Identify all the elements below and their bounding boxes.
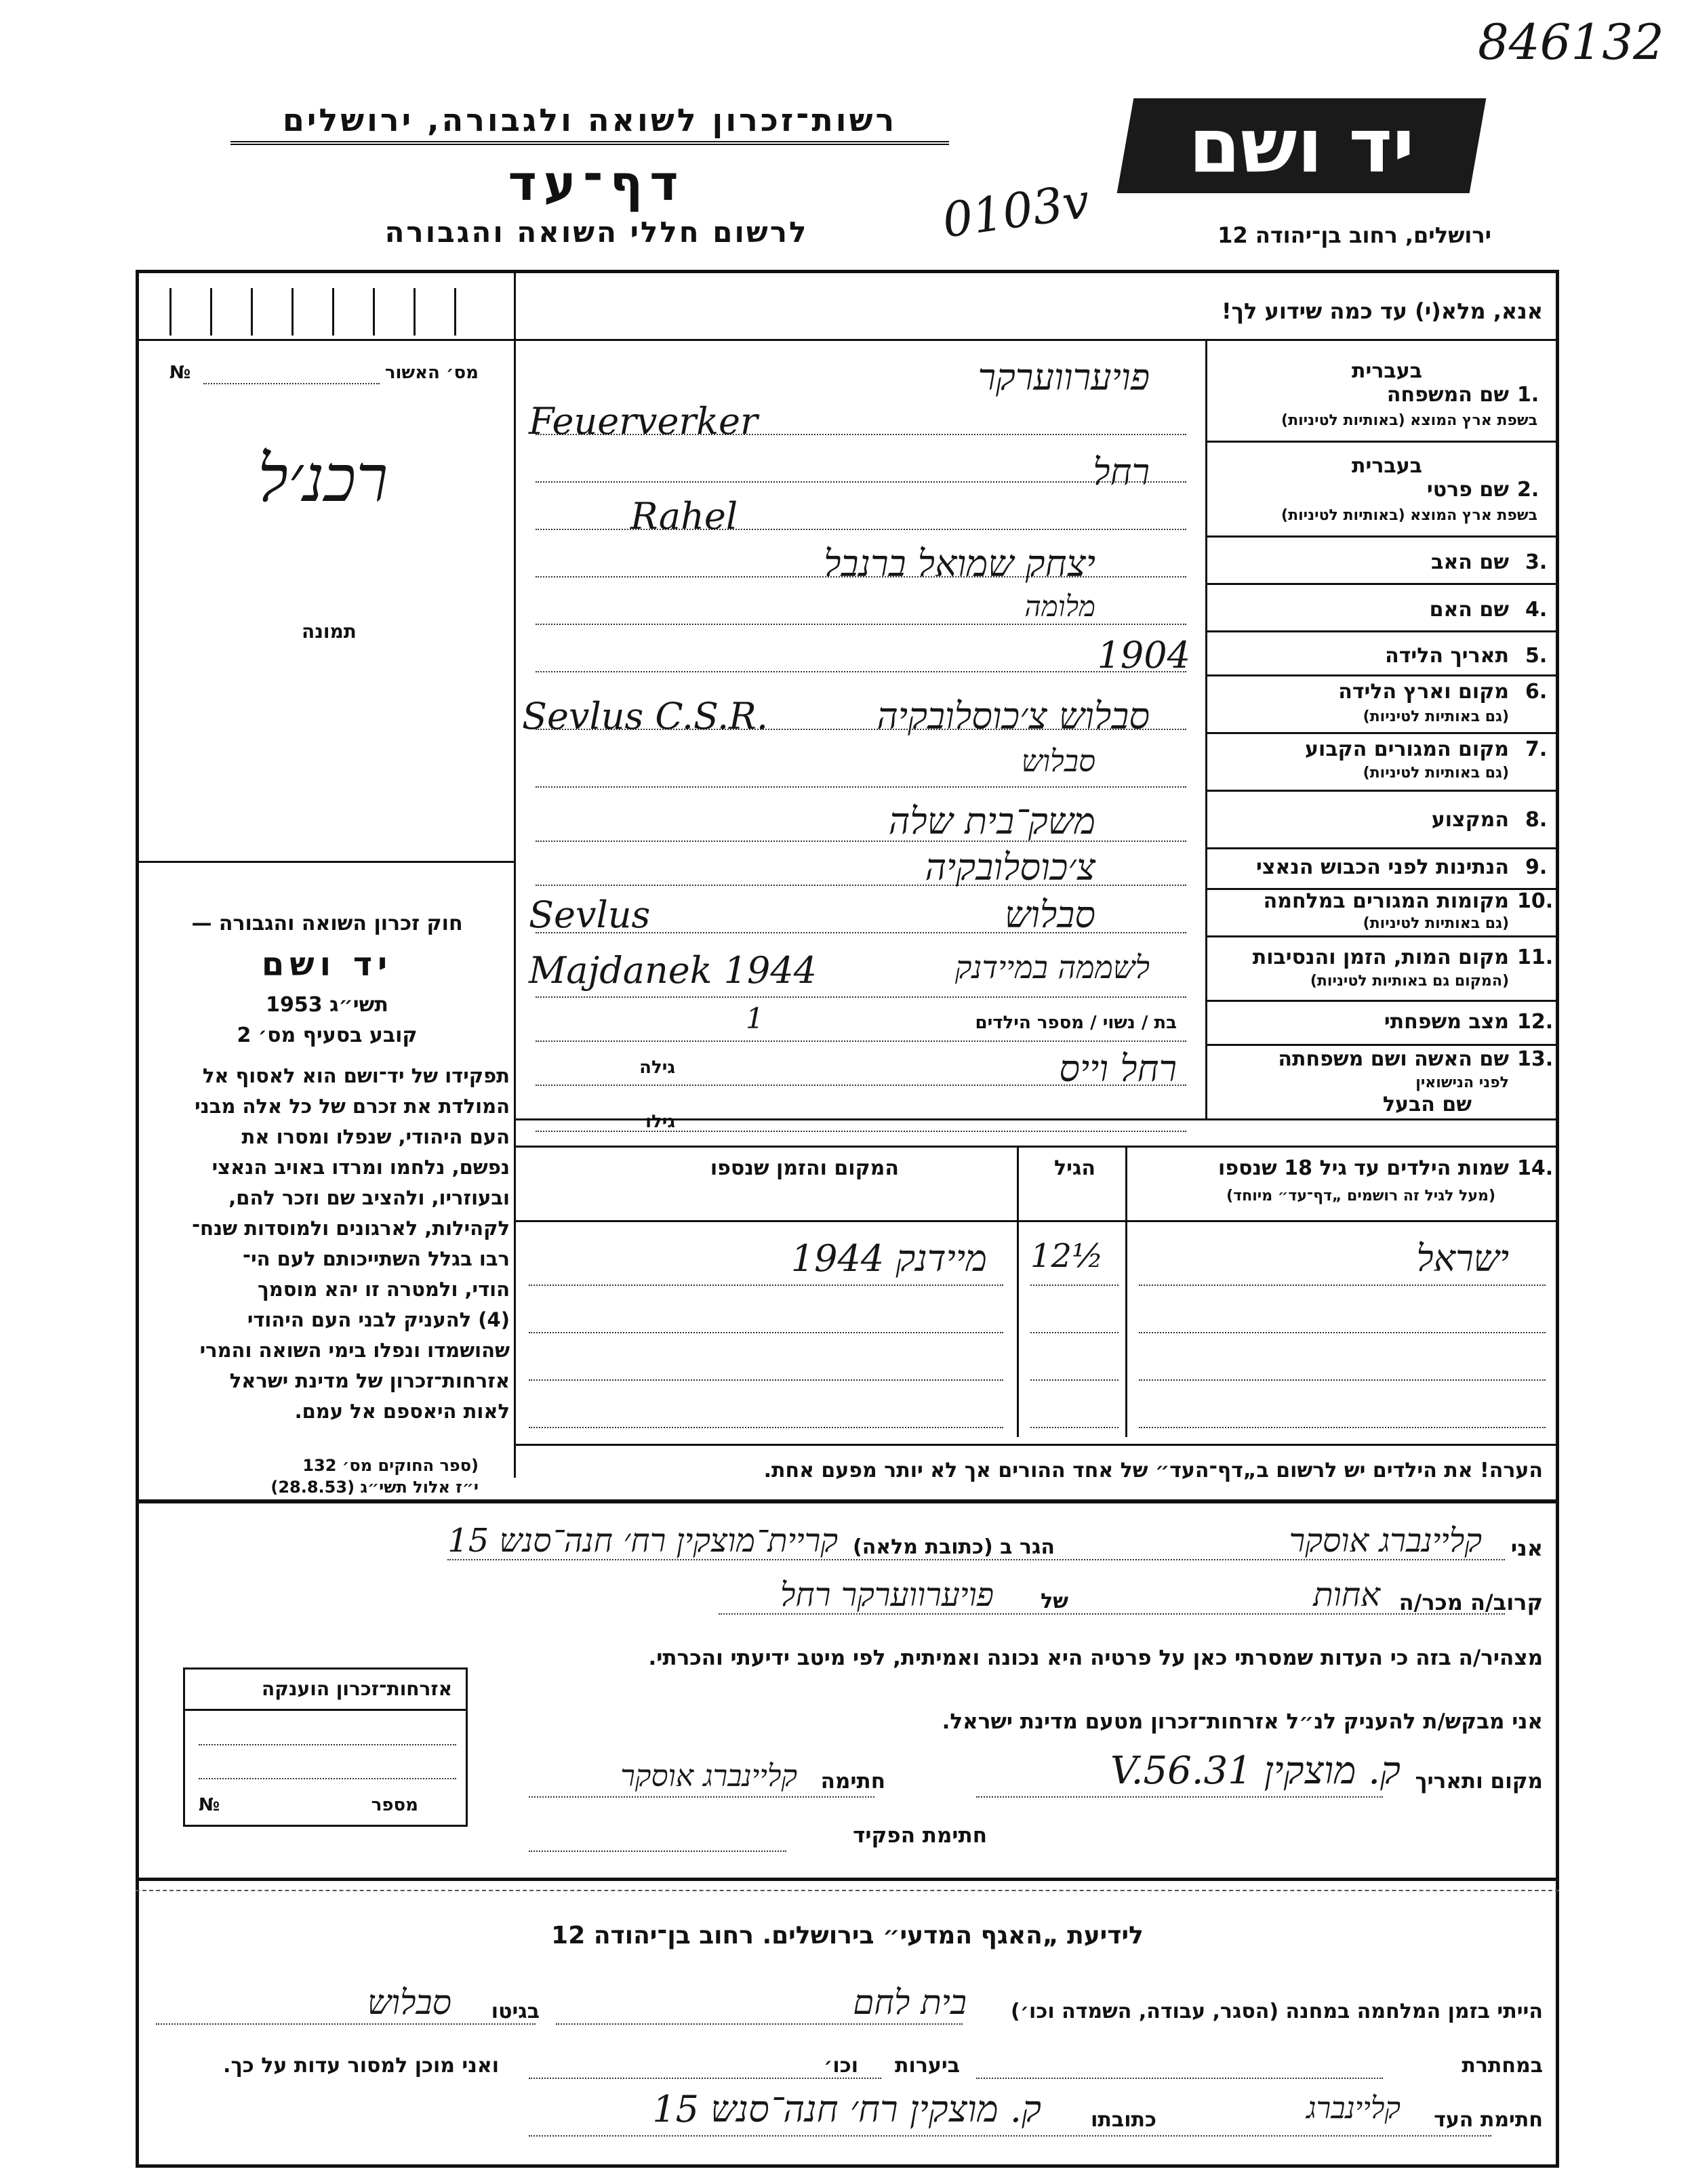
cert-no-label: № [169,363,191,383]
decl-l1-a: אני [1510,1535,1543,1561]
note-bottom-rule [136,1499,1559,1503]
decl-l1-name: קליינברג אוסקר [1289,1522,1482,1560]
field-1-latin: Feuerverker [529,400,758,443]
law-text-line: תפקידו של יד־ושם הוא לאסוף אל [202,1064,510,1087]
field-4-value: מלומה [1024,590,1095,623]
form-title: דף־עד [508,155,685,211]
table-row-age: 12½ [1030,1237,1104,1275]
footer-title: לידיעת „האגף המדעי״ בירושלים. רחוב בן־יהודה 12 [551,1922,1144,1949]
footer-l1-a: הייתי בזמן המלחמה במחנה (הסגר, עבודה, השמדה וכו׳) [1011,2000,1543,2023]
footer-top-rule [136,1878,1559,1881]
field-2-number: 2. [1517,478,1539,502]
citizenship-box-line [199,1778,456,1779]
clerk-signature-label: חתימת הפקיד [853,1823,987,1848]
field-10-sub: (גם באותיות לטיניות) [1363,915,1509,932]
field-8-value: משק־בית שלה [888,800,1095,843]
citizenship-box-number: מספר [371,1795,418,1815]
place-date-label: מקום ותאריך [1415,1769,1543,1794]
field-2-label: שם פרטי [1426,478,1509,502]
children-sub: (מעל לגיל זה רושמים „דף־עד״ מיוחד) [1226,1188,1495,1205]
footer-line [529,2135,1491,2137]
field-11-sub: (המקום גם באותיות לטיניות) [1310,973,1509,990]
field-8-label: המקצוע [1431,808,1509,832]
children-col-place: המקום והזמן שנספו [710,1156,899,1180]
field-1-hebrew: פויערווערקר [978,356,1150,399]
footer-l1-camp: בית לחם [853,1983,967,2022]
decl-line [976,1796,1383,1798]
photo-label: תמונה [302,620,357,643]
field-4-number: 4. [1525,598,1548,622]
field-9-value: צ׳כוסלובקיה [925,846,1095,889]
field-10-value: סבלוש [1004,893,1095,936]
table-row-line [529,1332,1003,1333]
law-text-line: לאות היאספם אל עמם. [294,1400,510,1423]
left-column-divider [514,271,516,1478]
footer-l2-c: וכו׳ [824,2054,858,2078]
cert-label: מס׳ האשור [384,363,479,383]
id-boxes-rule [136,339,515,341]
field-6-latin: Sevlus C.S.R. [522,695,768,737]
place-date-value: ק. מוצקין 31.V.56 [1110,1749,1401,1793]
law-text-line: לקהילות, לארגונים ולמוסדות שנח־ [192,1217,510,1240]
footer-line [556,2023,963,2025]
law-text [144,1061,510,1427]
table-row-line [1030,1427,1119,1428]
law-text-line: נפשם, נלחמו ומרדו באויב הנאצי [212,1156,510,1179]
field-12-number: 12. [1517,1010,1554,1034]
stamp-number: 0103v [939,173,1093,249]
field-4-label: שם האם [1429,598,1509,622]
law-text-line: רבו בגלל השתייכותם לעם הי־ [243,1247,510,1270]
row-rule [1205,674,1558,676]
field-7-number: 7. [1525,737,1548,761]
archive-number: 846132 [1478,14,1664,70]
law-text-line: ובעוזריו, ולהציב שם וזכר להם, [228,1186,510,1209]
table-row-line [529,1379,1003,1381]
law-text-line: הודי, ולמטרה זו יהא מוסמך [258,1278,510,1301]
field-11-number: 11. [1517,946,1554,969]
footer-line [976,2078,1383,2079]
instruction: אנא, מלא(י) עד כמה שידוע לך! [1221,298,1543,324]
decl-line [719,1613,1505,1615]
field-2-hebrew: רחל [1093,451,1150,493]
field-13-value: רחל וייס [1059,1047,1177,1090]
field-11-latin: Majdanek 1944 [529,949,818,992]
husband-label: שם הבעל [1382,1093,1472,1116]
table-row-name: ישראל [1416,1237,1509,1280]
logo-text: יד ושם [1188,102,1415,189]
value-line [536,1040,1186,1042]
field-13-sub: לפני הנישואין [1415,1074,1509,1091]
citizenship-box [183,1667,468,1827]
field-10-latin: Sevlus [529,893,651,936]
row-rule [1205,1044,1558,1046]
field-1-sub: בשפת ארץ המוצא (באותיות לטיניות) [1281,412,1537,429]
field-13-label: שם האשה ושם משפחתה [1278,1047,1509,1071]
table-col-divider [1017,1146,1019,1437]
value-line [536,996,1186,998]
law-title: חוק זכרון השואה והגבורה — [191,912,463,935]
field-12-label: מצב משפחתי [1384,1010,1509,1034]
field-3-label: שם האב [1431,550,1509,574]
row-rule [1205,630,1558,632]
field-3-number: 3. [1525,550,1548,574]
field-10-number: 10. [1517,889,1554,913]
field-11-label: מקום המות, הזמן והנסיבות [1252,946,1509,969]
field-7-label: מקום המגורים הקבוע [1305,737,1509,761]
field-1-label: שם המשפחה [1386,383,1509,407]
value-line [536,1131,1186,1132]
decl-l4: אני מבקש/ת להעניק לנ״ל אזרחות־זכרון מטעם מדינת ישראל. [942,1710,1543,1734]
note-top-rule [514,1444,1558,1446]
footer-l1-ghetto: סבלוש [367,1983,451,2022]
field-2-tag: בעברית [1352,454,1422,478]
field-12-options: בת / נשוי / מספר הילדים [975,1013,1177,1033]
decl-l2-name: פויערווערקר רחל [780,1576,994,1614]
citizenship-box-title: אזרחות־זכרון הוענקה [262,1678,452,1700]
field-9-label: הנתינות לפני הכבוש הנאצי [1256,855,1509,879]
decl-l2-b: של [1041,1590,1068,1613]
law-text-line: שהושמדו ונפלו בימי השואה והמרי [199,1339,510,1362]
table-row-line [1139,1379,1546,1381]
table-row-line [529,1285,1003,1286]
row-rule [1205,732,1558,734]
field-9-number: 9. [1525,855,1548,879]
photo-area-rule [136,861,515,863]
citizenship-box-line [199,1744,456,1745]
row-rule [1205,535,1558,538]
field-10-label: מקומות המגורים במלחמה [1263,889,1509,913]
field-7-sub: (גם באותיות לטיניות) [1363,765,1509,782]
signature-value: קליינברג אוסקר [620,1759,797,1794]
cert-number-line [203,383,380,384]
field-6-label: מקום וארץ הלידה [1338,680,1509,704]
law-text-line: המולדת את זכרם של כל אלה מבני [195,1095,510,1118]
table-row-line [1139,1285,1546,1286]
value-line [536,624,1186,625]
field-11-value: לשממה במיידנק [954,949,1150,986]
table-row-line [1030,1285,1119,1286]
table-row-line [1139,1332,1546,1333]
decl-line [529,1796,874,1798]
children-label: שמות הילדים עד גיל 18 שנספו [1218,1156,1509,1180]
row-rule [1205,847,1558,849]
decl-l2-rel: אחות [1313,1576,1380,1614]
field-8-number: 8. [1525,808,1548,832]
value-line [536,786,1186,788]
row-rule [1205,441,1558,443]
row-rule [1205,1000,1558,1002]
footer-dashed-rule [136,1888,1559,1891]
instruction-rule [514,339,1558,341]
address-line: ירושלים, רחוב בן־יהודה 12 [1217,222,1491,248]
field-5-label: תאריך הלידה [1385,644,1509,668]
law-ref-2: י״ז אלול תשי״ג (28.8.53) [270,1478,479,1497]
footer-l2-b: ביערות [895,2054,960,2078]
table-row-line [1030,1379,1119,1381]
law-name: יד ושם [261,946,393,984]
footer-l2-a: במחתרת [1462,2054,1543,2078]
footer-l3-sig: קליינברג [1306,2091,1401,2126]
decl-l1-b: הגר ב (כתובת מלאה) [852,1535,1055,1559]
table-col-divider [1125,1146,1127,1437]
table-row-line [1139,1427,1546,1428]
field-13-age-label: גילה [639,1057,675,1078]
footer-l3-addr: ק. מוצקין רח׳ חנה־סנש 15 [652,2088,1041,2130]
law-text-line: (4) להעניק לבני העם היהודי [247,1308,510,1331]
note-text: הערה! את הילדים יש לרשום ב„דף־העד״ של אחד ההורים אך לא יותר מפעם אחת. [763,1459,1543,1482]
row-rule [1205,790,1558,792]
value-line [536,481,1186,483]
table-top-rule [514,1146,1558,1148]
decl-l1-addr: קריית־מוצקין רח׳ חנה־סנש 15 [447,1522,838,1560]
law-section: קובע בסעיף מס׳ 2 [237,1024,418,1047]
law-text-line: העם היהודי, שנפלו ומסרו את [241,1125,510,1148]
footer-l3-a: חתימת העד [1434,2108,1543,2132]
row-rule [1205,583,1558,585]
decl-l2-a: קרוב/ה מכר/ה [1398,1590,1543,1615]
decl-line [529,1851,786,1852]
field-5-value: 1904 [1097,634,1190,676]
footer-l1-b: בגיטו [491,2000,540,2023]
authority-line: רשות־זכרון לשואה ולגבורה, ירושלים [230,102,949,145]
row-rule [1205,935,1558,937]
law-text-line: אזרחות־זכרון של מדינת ישראל [229,1369,510,1392]
table-row-line [1030,1332,1119,1333]
law-ref-1: (ספר החוקים מס׳ 132 [302,1456,479,1475]
field-5-number: 5. [1525,644,1548,668]
field-6-value: סבלוש צ׳כוסלובקיה [877,695,1150,737]
field-3-value: יצחק שמואל ברנבל [824,542,1095,585]
signature-label: חתימה [820,1769,885,1794]
value-line [536,671,1186,672]
field-13-number: 13. [1517,1047,1554,1071]
children-number: 14. [1517,1156,1554,1180]
field-6-number: 6. [1525,680,1548,704]
field-2-sub: בשפת ארץ המוצא (באותיות לטיניות) [1281,507,1537,524]
children-col-age: הגיל [1054,1156,1095,1180]
footer-line [156,2023,536,2025]
field-1-tag: בעברית [1352,359,1422,383]
footer-l3-b: כתובתו [1091,2108,1156,2132]
table-row-line [529,1427,1003,1428]
photo-handwritten-name: רכנ׳ל [258,441,388,517]
law-year: תשי״ג 1953 [266,993,388,1017]
field-7-value: סבלוש [1021,744,1095,779]
decl-line [447,1559,1505,1560]
table-header-rule [514,1220,1558,1222]
yad-vashem-logo [1117,98,1487,193]
field-1-number: 1. [1517,383,1539,407]
citizenship-box-no: № [199,1795,220,1815]
footer-l2-d: ואני מוכן למסור עדות על כך. [223,2054,499,2078]
id-boxes [169,288,508,336]
form-subtitle: לרשום חללי השואה והגבורה [384,216,809,249]
field-12-children: 1 [746,1002,764,1035]
field-6-sub: (גם באותיות לטיניות) [1363,708,1509,725]
decl-l3: מצהיר/ה בזה כי העדות שמסרתי כאן על פרטיה היא נכונה ואמיתית, לפי מיטב ידיעתי והכרתי. [648,1646,1543,1670]
footer-line [529,2078,881,2079]
table-row-place: מיידנק 1944 [790,1237,987,1280]
husband-age-label: גילו [645,1112,675,1132]
field-2-latin: Rahel [630,495,738,538]
